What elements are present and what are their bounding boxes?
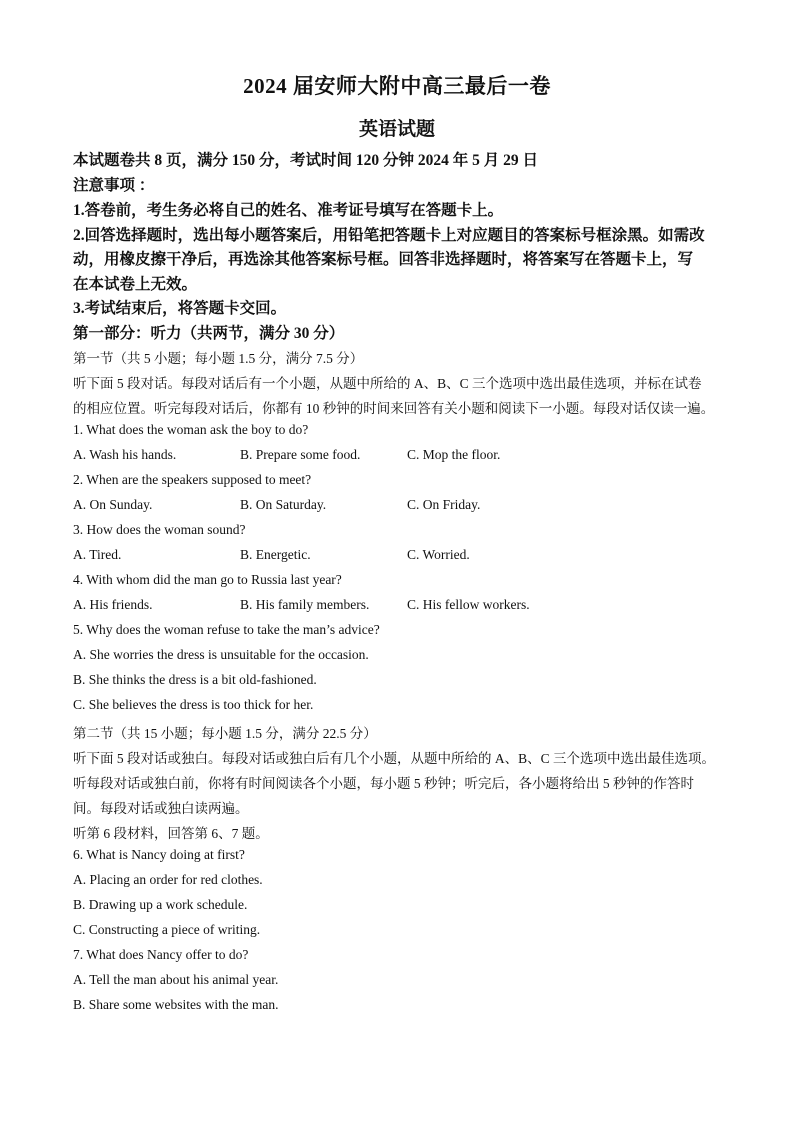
section1-instruction-line-1: 听下面 5 段对话。每段对话后有一个小题，从题中所给的 A、B、C 三个选项中选出最佳选项，并标在试卷: [73, 376, 702, 391]
question-6-stem: 6. What is Nancy doing at first?: [73, 847, 245, 862]
question-6-option-b: B. Drawing up a work schedule.: [73, 897, 248, 912]
part1-heading: 第一部分：听力（共两节，满分 30 分）: [73, 325, 345, 342]
question-2-stem: 2. When are the speakers supposed to meet?: [73, 472, 312, 487]
section1-heading: 第一节（共 5 小题；每小题 1.5 分，满分 7.5 分）: [73, 351, 364, 366]
question-4-stem: 4. With whom did the man go to Russia last year?: [73, 572, 342, 587]
material-6-note: 听第 6 段材料，回答第 6、7 题。: [73, 826, 269, 841]
question-1-option-c: C. Mop the floor.: [407, 447, 501, 462]
question-3-stem: 3. How does the woman sound?: [73, 522, 246, 537]
question-7-option-b: B. Share some websites with the man.: [73, 997, 279, 1012]
question-3-option-c: C. Worried.: [407, 547, 470, 562]
question-2-option-b: B. On Saturday.: [240, 497, 327, 512]
notice-item-3: 3.考试结束后，将答题卡交回。: [73, 300, 287, 317]
notice-heading: 注意事项 ：: [73, 177, 155, 194]
notice-item-2-line-2: 动，用橡皮擦干净后，再选涂其他答案标号框。回答非选择题时，将答案写在答题卡上，写: [73, 251, 694, 268]
question-7-stem: 7. What does Nancy offer to do?: [73, 947, 249, 962]
question-4-option-c: C. His fellow workers.: [407, 597, 530, 612]
question-5-option-c: C. She believes the dress is too thick for her.: [73, 697, 314, 712]
question-5-stem: 5. Why does the woman refuse to take the man’s advice?: [73, 622, 380, 637]
question-4-option-b: B. His family members.: [240, 597, 370, 612]
notice-item-2-line-1: 2.回答选择题时，选出每小题答案后，用铅笔把答题卡上对应题目的答案标号框涂黑。如需改: [73, 227, 705, 244]
question-4-option-a: A. His friends.: [73, 597, 153, 612]
notice-item-1: 1.答卷前，考生务必将自己的姓名、准考证号填写在答题卡上。: [73, 202, 504, 219]
question-6-option-a: A. Placing an order for red clothes.: [73, 872, 263, 887]
question-3-option-b: B. Energetic.: [240, 547, 311, 562]
notice-item-2-line-3: 在本试卷上无效。: [73, 276, 198, 293]
section1-instruction-line-2: 的相应位置。听完每段对话后，你都有 10 秒钟的时间来回答有关小题和阅读下一小题。每段对话仅读一遍。: [73, 401, 715, 416]
question-6-option-c: C. Constructing a piece of writing.: [73, 922, 261, 937]
question-7-option-a: A. Tell the man about his animal year.: [73, 972, 279, 987]
question-2-option-c: C. On Friday.: [407, 497, 481, 512]
exam-title: 2024 届安师大附中高三最后一卷: [243, 74, 551, 98]
question-1-option-a: A. Wash his hands.: [73, 447, 177, 462]
question-5-option-a: A. She worries the dress is unsuitable for the occasion.: [73, 647, 369, 662]
question-1-stem: 1. What does the woman ask the boy to do?: [73, 422, 309, 437]
question-1-option-b: B. Prepare some food.: [240, 447, 361, 462]
section2-heading: 第二节（共 15 小题；每小题 1.5 分，满分 22.5 分）: [73, 726, 377, 741]
section2-instruction-line-1: 听下面 5 段对话或独白。每段对话或独白后有几个小题，从题中所给的 A、B、C 三个选项中选出最佳选项。: [73, 751, 716, 766]
exam-info: 本试题卷共 8 页，满分 150 分，考试时间 120 分钟 2024 年 5 月 29 日: [73, 152, 539, 169]
question-5-option-b: B. She thinks the dress is a bit old-fashioned.: [73, 672, 317, 687]
exam-subject: 英语试题: [358, 119, 435, 140]
section2-instruction-line-3: 间。每段对话或独白读两遍。: [73, 801, 249, 816]
question-2-option-a: A. On Sunday.: [73, 497, 153, 512]
section2-instruction-line-2: 听每段对话或独白前，你将有时间阅读各个小题，每小题 5 秒钟；听完后，各小题将给出 5 秒钟的作答时: [73, 776, 694, 791]
question-3-option-a: A. Tired.: [73, 547, 122, 562]
